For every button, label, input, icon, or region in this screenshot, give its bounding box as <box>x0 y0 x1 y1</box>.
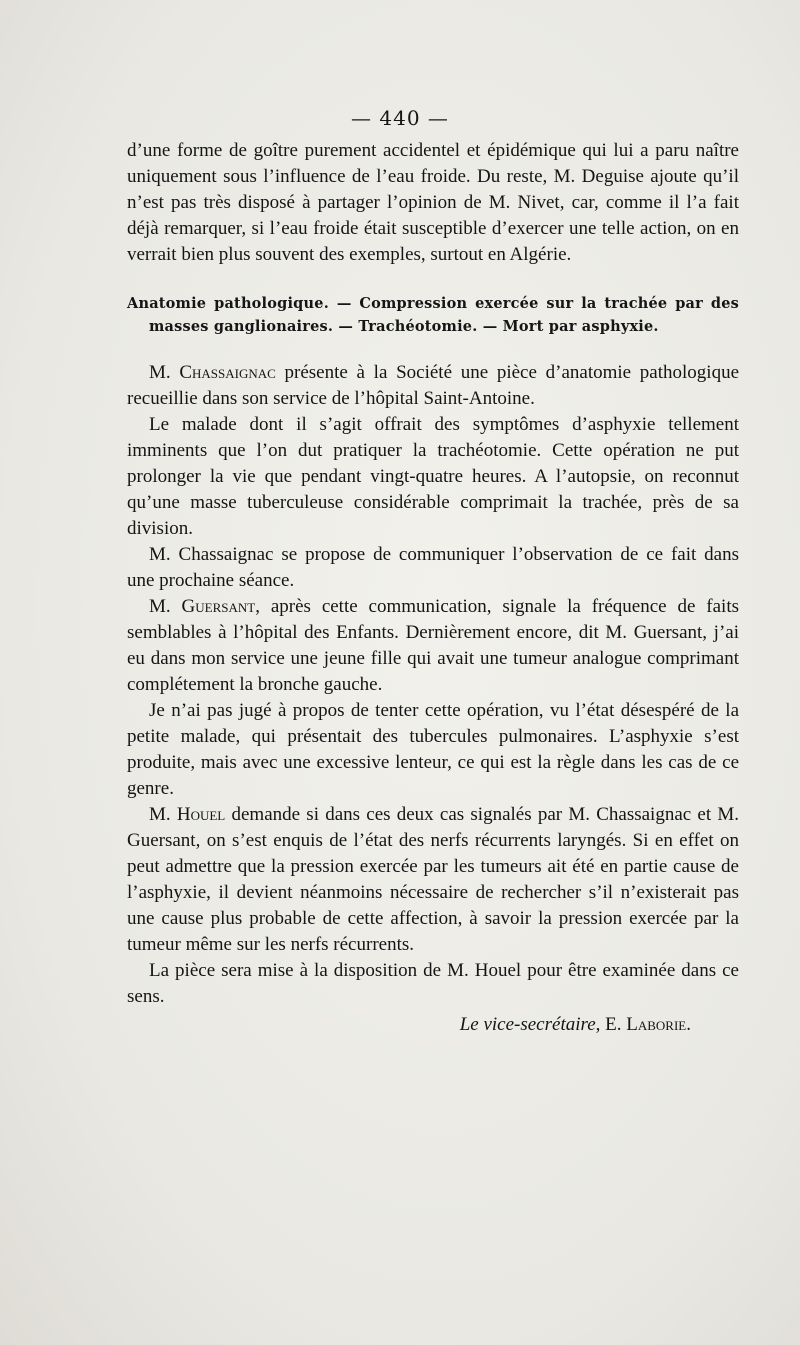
speaker-name: M. Chassaignac <box>149 362 276 383</box>
speaker-name: M. Guersant <box>149 596 256 617</box>
paragraph-chassaignac <box>127 360 739 412</box>
signature <box>127 1012 739 1038</box>
paragraph-houel <box>127 802 739 958</box>
section-heading: Anatomie pathologique. — Compression exercée sur la trachée par des masses ganglionaires. — Trachéotomie. — Mort par asphyxie. <box>127 295 739 335</box>
body-text <box>127 138 739 1038</box>
paragraph-conclusion: La pièce sera mise à la disposition de M. Houel pour être examinée dans ce sens. <box>127 960 739 1007</box>
page-number: — 440 — <box>351 106 449 130</box>
paragraph-guersant-continued: Je n’ai pas jugé à propos de tenter cette opération, vu l’état désespéré de la petite malade, qui présentait des tubercules pulmonaires. L’asphyxie s’est produite, mais avec une excessive lenteur, ce qui est la règle dans les cas de ce genre. <box>127 700 739 799</box>
paragraph-text: demande si dans ces deux cas signalés par M. Chassaignac et M. Guersant, on s’est enquis de l’état des nerfs récurrents laryngés. Si en effet on peut admettre que la pression exercée par les tumeurs ait été en partie cause de l’asphyxie, il devient néanmoins nécessaire de rechercher s’il n’existerait pas une cause plus probable de cette affection, à savoir la pression exercée par la tumeur même sur les nerfs récurrents. <box>127 804 739 955</box>
paragraph-observation: M. Chassaignac se propose de communiquer l’observation de ce fait dans une prochaine séance. <box>127 544 739 591</box>
paragraph-case: Le malade dont il s’agit offrait des symptômes d’asphyxie tellement imminents que l’on dut pratiquer la trachéotomie. Cette opération ne put prolonger la vie que pendant vingt-quatre heures. A l’autopsie, on reconnut qu’une masse tuberculeuse considérable comprimait la trachée, près de sa division. <box>127 414 739 539</box>
paragraph-guersant <box>127 594 739 698</box>
signature-separator: , <box>595 1014 606 1035</box>
signature-role: Le vice-secrétaire <box>459 1014 596 1035</box>
paragraph-text: , après cette communication, signale la fréquence de faits semblables à l’hôpital des Enfants. Dernièrement encore, dit M. Guersant, j’ai eu dans mon service une jeune fille qui avait une tumeur analogue comprimant complétement la bronche gauche. <box>127 596 739 695</box>
signature-name: E. Laborie. <box>605 1014 691 1035</box>
intro-paragraph: d’une forme de goître purement accidentel et épidémique qui lui a paru naître uniquement sous l’influence de l’eau froide. Du reste, M. Deguise ajoute qu’il n’est pas très disposé à partager l’opinion de M. Nivet, car, comme il l’a fait déjà remarquer, si l’eau froide était susceptible d’exercer une telle action, on en verrait bien plus souvent des exemples, surtout en Algérie. <box>127 140 739 265</box>
speaker-name: M. Houel <box>149 804 226 825</box>
paragraph-text: présente à la Société une pièce d’anatomie pathologique recueillie dans son service de l’hôpital Saint-Antoine. <box>127 362 739 409</box>
